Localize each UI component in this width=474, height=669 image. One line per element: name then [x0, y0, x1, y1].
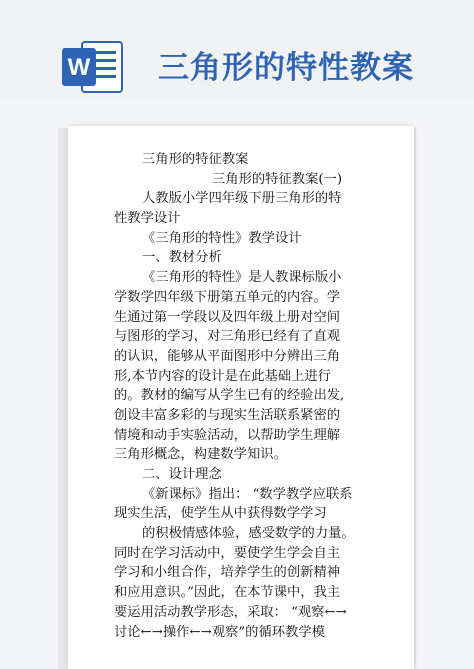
document-line: 学习和小组合作，培养学生的创新精神	[114, 565, 341, 581]
document-line: 情境和动手实验活动，以帮助学生理解	[114, 427, 341, 443]
document-line: 创设丰富多彩的与现实生活联系紧密的	[114, 407, 341, 423]
document-line: 的。教材的编写从学生已有的经验出发,	[114, 388, 345, 404]
document-line: 《三角形的特性》是人教课标版小	[142, 270, 342, 286]
document-line: 一、教材分析	[142, 250, 222, 266]
document-line: 二、设计理念	[142, 467, 222, 482]
document-page	[68, 126, 414, 669]
header-banner	[0, 0, 474, 100]
page-title: 三角形的特性教案	[158, 50, 414, 86]
document-line: 形,本节内容的设计是在此基础上进行	[114, 368, 331, 384]
document-line: 《三角形的特性》教学设计	[142, 230, 302, 246]
document-line: 的认识，能够从平面图形中分辨出三角	[114, 348, 341, 364]
document-line: 生通过第一学段以及四年级上册对空间	[114, 309, 341, 325]
document-line: 学数学四年级下册第五单元的内容。学	[114, 289, 341, 305]
document-line: 现实生活，使学生从中获得数学学习	[114, 506, 327, 522]
document-line: 要运用活动教学形态，采取： “观察←→	[114, 604, 347, 620]
document-line: 与图形的学习，对三角形已经有了直观	[114, 329, 341, 345]
document-line: 《新课标》指出： “数学教学应联系	[142, 486, 353, 502]
document-line: 同时在学习活动中，要使学生学会自主	[114, 545, 341, 561]
document-line: 讨论←→操作←→观察”的循环教学模	[114, 624, 325, 640]
document-line: 三角形概念，构建数学知识。	[114, 447, 287, 463]
document-line: 三角形的特征教案	[142, 152, 249, 167]
document-line: 性教学设计	[114, 211, 181, 227]
document-body	[114, 150, 404, 642]
word-icon-letter: W	[67, 54, 91, 81]
document-line: 和应用意识。”因此，在本节课中，我主	[114, 585, 341, 601]
word-document-icon	[60, 38, 124, 96]
document-line: 人教版小学四年级下册三角形的特	[142, 191, 342, 207]
document-line: 的积极情感体验，感受数学的力量。	[142, 526, 355, 542]
document-line: 三角形的特征教案(一)	[212, 171, 343, 187]
